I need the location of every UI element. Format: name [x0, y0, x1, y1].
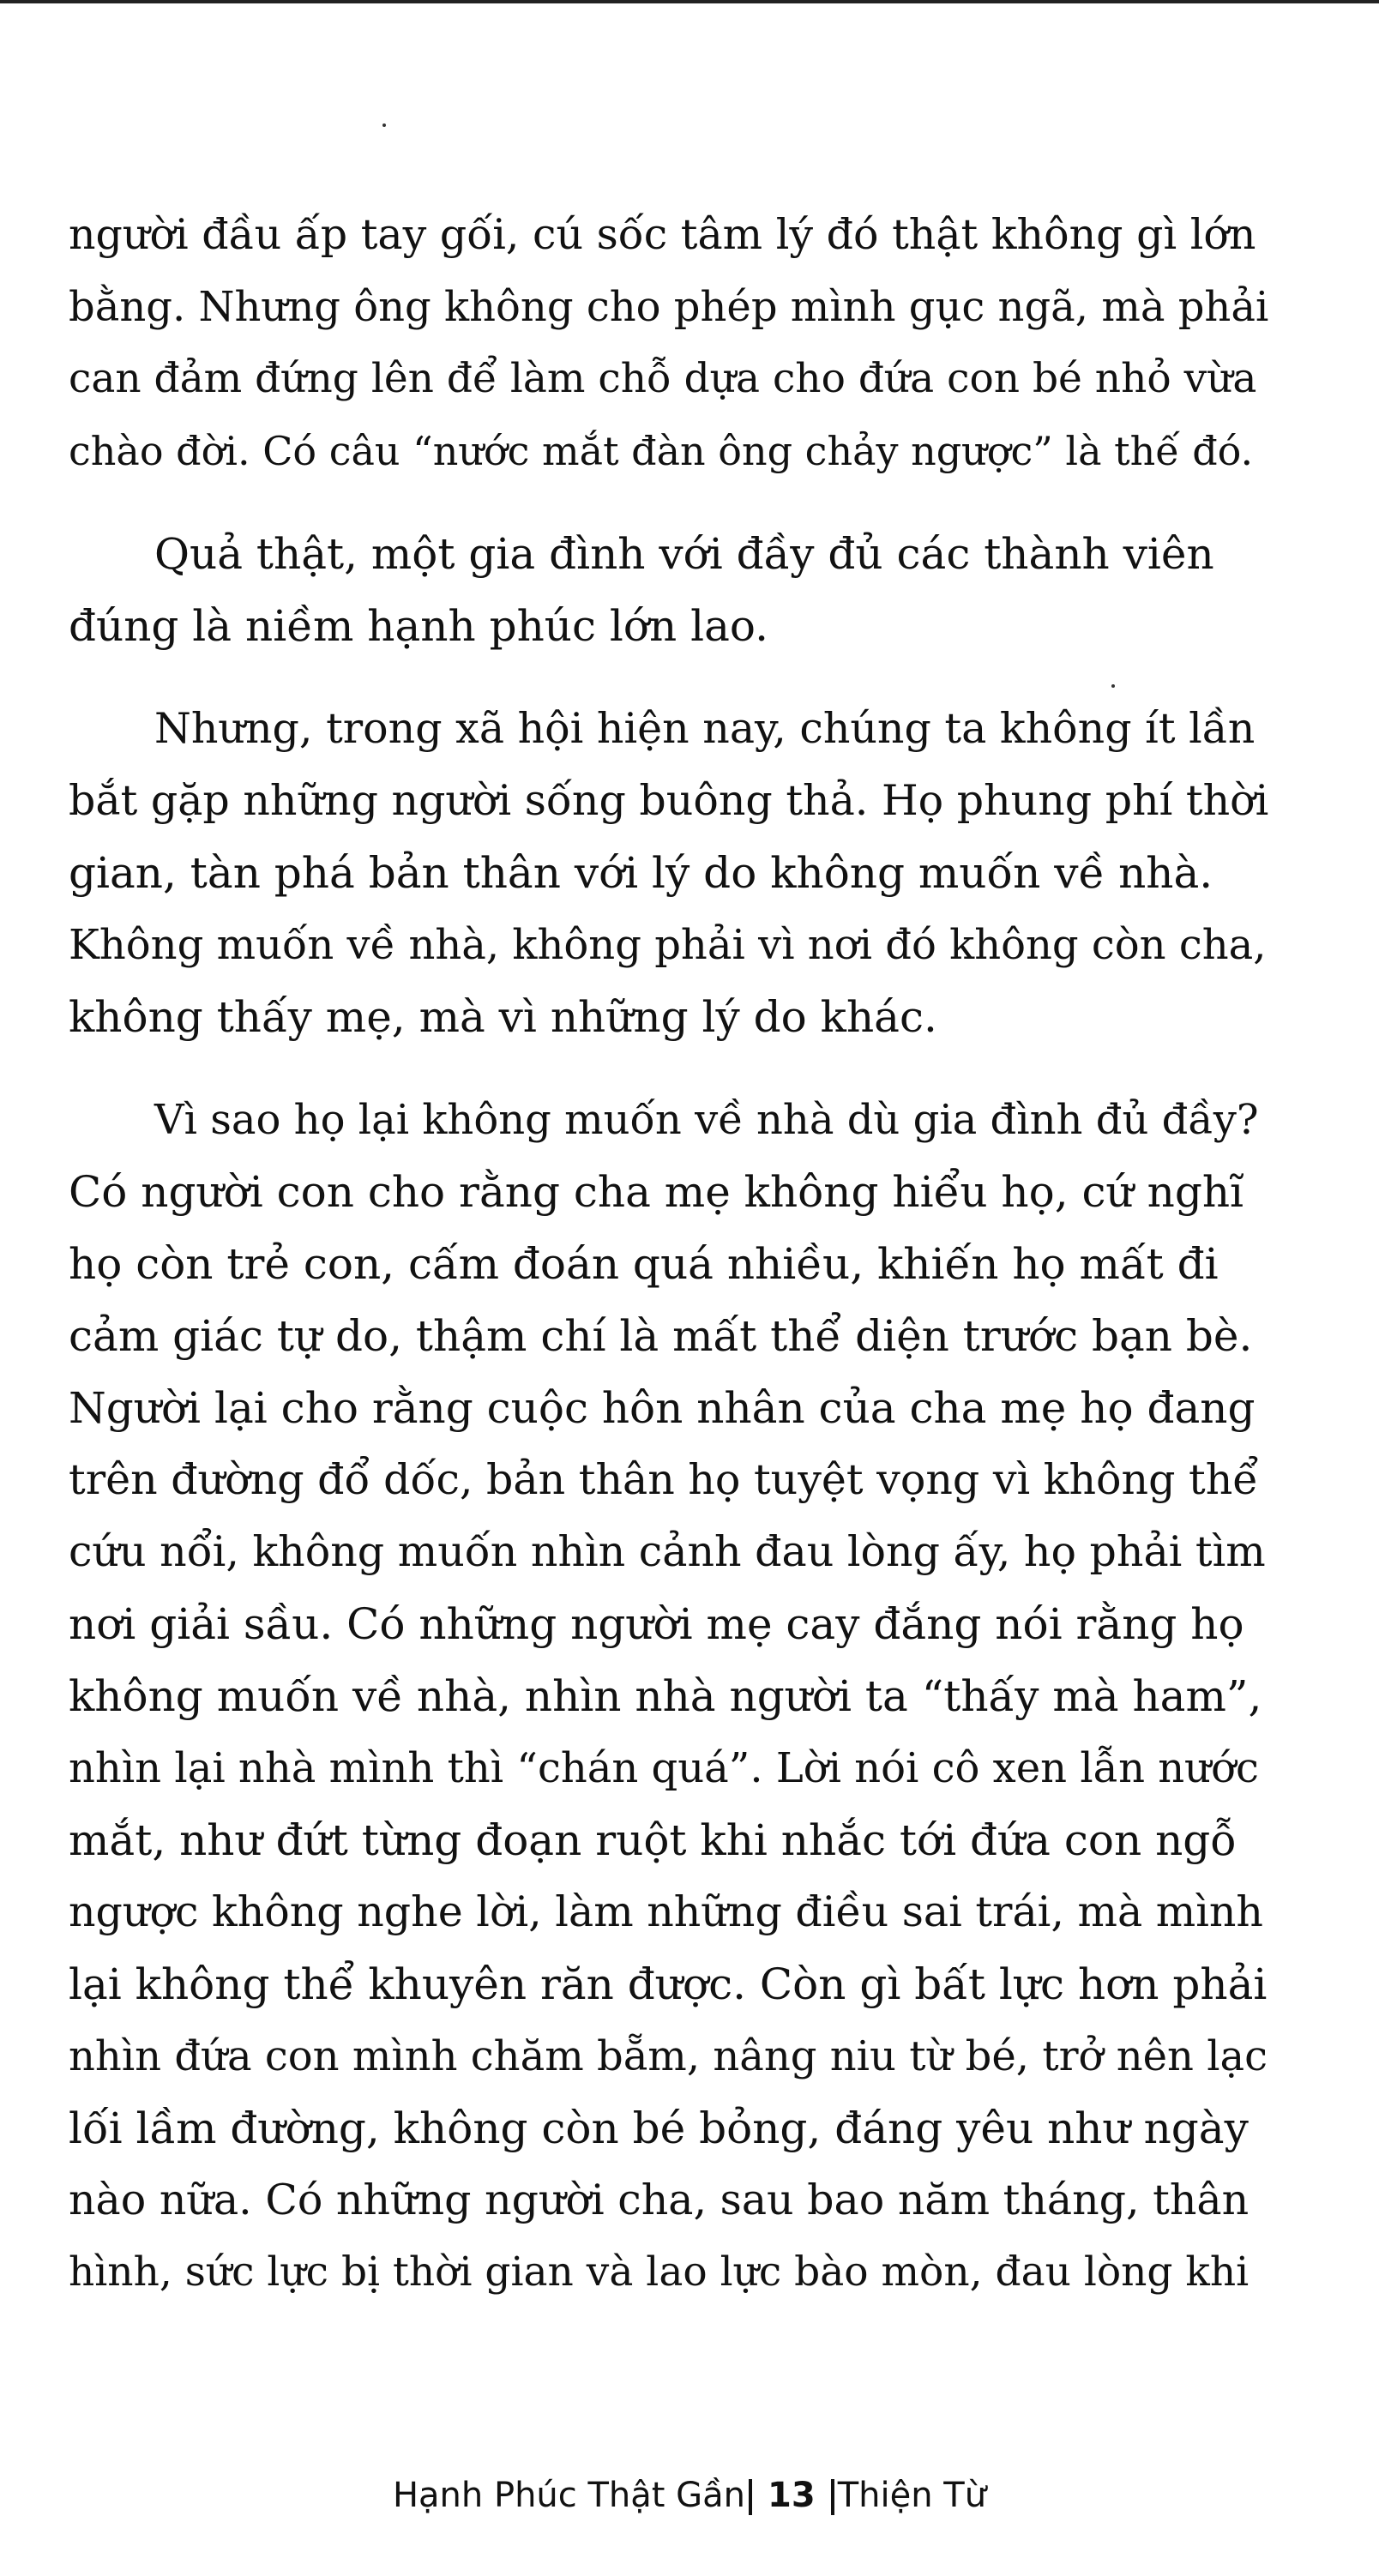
text-line: không muốn về nhà, nhìn nhà người ta “thấy mà ham”, [69, 1671, 1262, 1721]
paragraph [69, 199, 1269, 487]
text-line: Quả thật, một gia đình với đầy đủ các thành viên [154, 529, 1214, 579]
text-line: họ còn trẻ con, cấm đoán quá nhiều, khiến họ mất đi [69, 1239, 1219, 1289]
text-line: cảm giác tự do, thậm chí là mất thể diện trước bạn bè. [69, 1311, 1253, 1361]
scan-speck [382, 123, 386, 127]
text-line: nhìn đứa con mình chăm bẵm, nâng niu từ bé, trở nên lạc [69, 2032, 1268, 2080]
page-footer [0, 2470, 1379, 2521]
footer-separator [749, 2479, 752, 2515]
top-edge-rule [0, 0, 1379, 3]
text-line: Người lại cho rằng cuộc hôn nhân của cha mẹ họ đang [69, 1383, 1256, 1433]
paragraph [69, 693, 1269, 1053]
body-text [69, 199, 1269, 2339]
text-line: Không muốn về nhà, không phải vì nơi đó không còn cha, [69, 921, 1267, 969]
text-line: Có người con cho rằng cha mẹ không hiểu họ, cứ nghĩ [69, 1167, 1244, 1217]
text-line: mắt, như đứt từng đoạn ruột khi nhắc tới đứa con ngỗ [69, 1815, 1237, 1865]
footer-separator [831, 2479, 834, 2515]
text-line: ngược không nghe lời, làm những điều sai trái, mà mình [69, 1887, 1263, 1936]
text-line: không thấy mẹ, mà vì những lý do khác. [69, 992, 937, 1042]
text-line: bằng. Nhưng ông không cho phép mình gục ngã, mà phải [69, 283, 1269, 331]
text-line: nhìn lại nhà mình thì “chán quá”. Lời nói cô xen lẫn nước [69, 1744, 1259, 1792]
text-line: nào nữa. Có những người cha, sau bao năm tháng, thân [69, 2176, 1250, 2224]
text-line: Nhưng, trong xã hội hiện nay, chúng ta không ít lần [154, 704, 1256, 753]
text-line: bắt gặp những người sống buông thả. Họ phung phí thời [69, 776, 1269, 825]
page-number: 13 [768, 2476, 816, 2515]
text-line: lối lầm đường, không còn bé bỏng, đáng yêu như ngày [69, 2104, 1249, 2153]
text-line: trên đường đổ dốc, bản thân họ tuyệt vọng vì không thể [69, 1455, 1259, 1504]
text-line: cứu nổi, không muốn nhìn cảnh đau lòng ấy, họ phải tìm [69, 1527, 1266, 1576]
footer-author: Thiện Từ [837, 2476, 987, 2515]
text-line: người đầu ấp tay gối, cú sốc tâm lý đó thật không gì lớn [69, 210, 1256, 259]
text-line: nơi giải sầu. Có những người mẹ cay đắng nói rằng họ [69, 1599, 1244, 1649]
paragraph [69, 518, 1269, 662]
text-line: hình, sức lực bị thời gian và lao lực bào mòn, đau lòng khi [69, 2248, 1250, 2296]
text-line: can đảm đứng lên để làm chỗ dựa cho đứa con bé nhỏ vừa [69, 355, 1257, 402]
footer-book-title: Hạnh Phúc Thật Gần [392, 2476, 746, 2515]
text-line: Vì sao họ lại không muốn về nhà dù gia đình đủ đầy? [154, 1096, 1259, 1144]
text-line: lại không thể khuyên răn được. Còn gì bất lực hơn phải [69, 1959, 1268, 2009]
text-line: đúng là niềm hạnh phúc lớn lao. [69, 601, 768, 651]
text-line: gian, tàn phá bản thân với lý do không muốn về nhà. [69, 848, 1213, 898]
text-line: chào đời. Có câu “nước mắt đàn ông chảy ngược” là thế đó. [69, 428, 1254, 474]
paragraph [69, 1084, 1269, 2308]
